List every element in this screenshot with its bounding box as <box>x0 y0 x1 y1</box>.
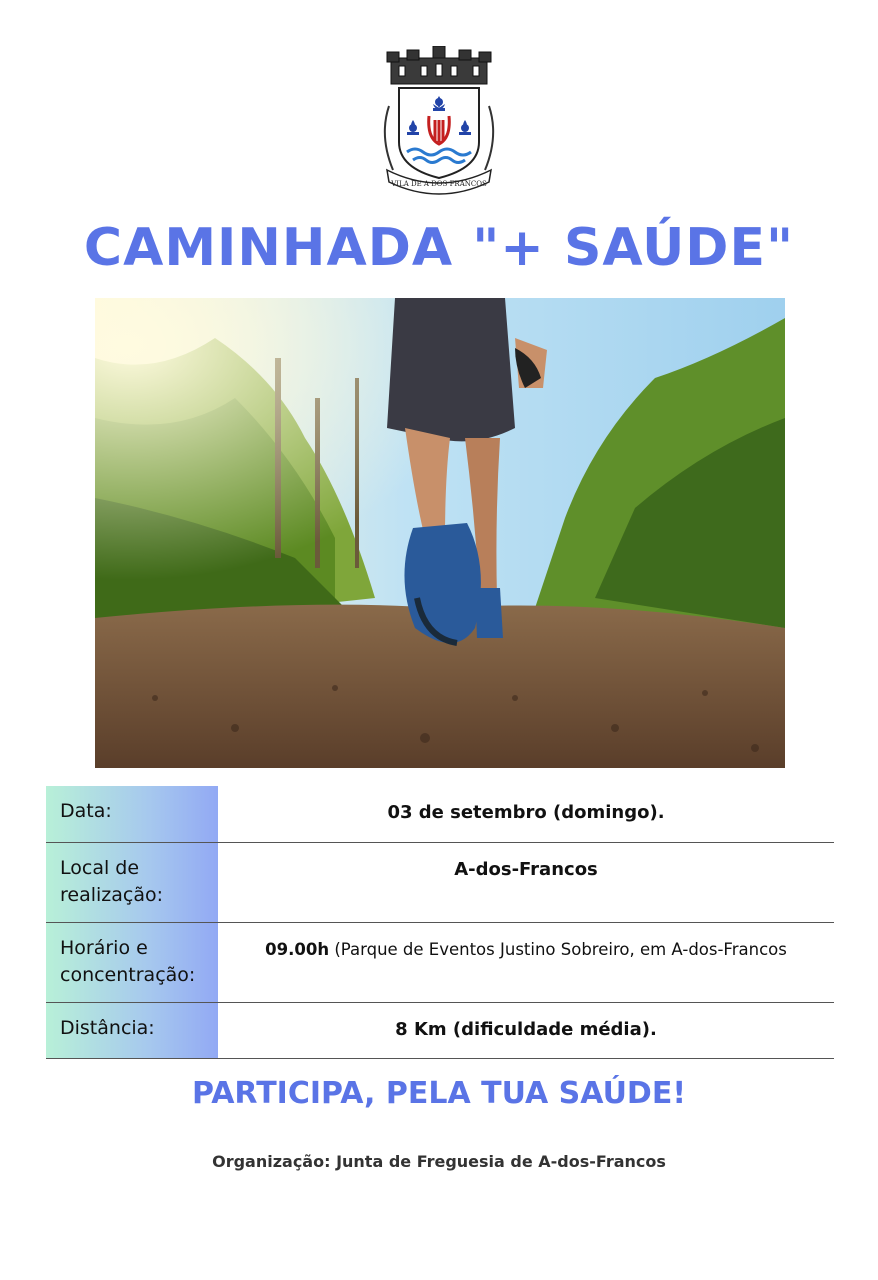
coat-of-arms-logo <box>377 46 501 196</box>
hiker-photo <box>95 298 785 768</box>
date-value: 03 de setembro (domingo). <box>387 802 665 823</box>
time-label: Horário e concentração: <box>46 922 218 1002</box>
date-label: Data: <box>46 786 218 842</box>
organization-credit: Organização: Junta de Freguesia de A-dos-Francos <box>212 1152 666 1171</box>
time-value-location: (Parque de Eventos Justino Sobreiro, em A-dos-Francos <box>329 939 787 959</box>
page-title: CAMINHADA "+ SAÚDE" <box>83 218 795 278</box>
time-value <box>218 922 834 1002</box>
distance-label: Distância: <box>46 1002 218 1058</box>
time-value-hour: 09.00h <box>265 939 330 959</box>
table-row <box>46 786 834 842</box>
table-row <box>46 1002 834 1058</box>
crest-ribbon-text: VILA DE A DOS FRANCOS <box>391 180 487 188</box>
place-value: A-dos-Francos <box>454 858 598 880</box>
call-to-action: PARTICIPA, PELA TUA SAÚDE! <box>191 1076 687 1111</box>
table-row <box>46 922 834 1002</box>
table-row <box>46 842 834 922</box>
place-label: Local de realização: <box>46 842 218 922</box>
distance-value: 8 Km (dificuldade média). <box>395 1018 657 1040</box>
event-info-table <box>46 786 834 1059</box>
